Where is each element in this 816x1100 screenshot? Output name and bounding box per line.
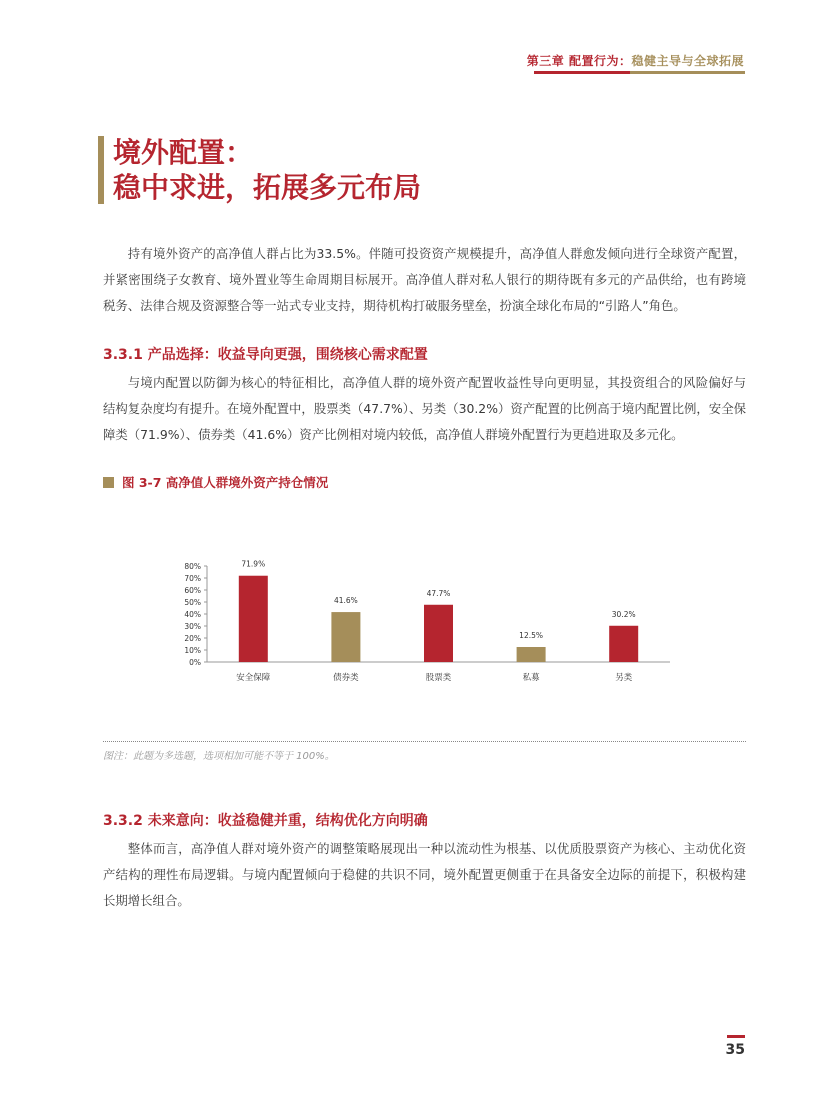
section-heading-3-3-1: 3.3.1 产品选择：收益导向更强，围绕核心需求配置 [103, 347, 428, 363]
y-tick-label: 10% [184, 646, 201, 655]
bar-value-label: 47.7% [426, 588, 451, 598]
bar-value-label: 30.2% [611, 609, 636, 619]
x-tick-label: 另类 [615, 673, 633, 683]
page-title-line1: 境外配置： [113, 136, 254, 169]
x-tick-label: 股票类 [425, 673, 452, 683]
y-tick-label: 30% [184, 622, 201, 631]
figure-marker-square [103, 477, 114, 488]
intro-paragraph: 持有境外资产的高净值人群占比为33.5%。伴随可投资资产规模提升，高净值人群愈发倾向进行全球资产配置，并紧密围绕子女教育、境外置业等生命周期目标展开。高净值人群对私人银行的期待既有多元的产品供给，也有跨境税务、法律合规及资源整合等一站式专业支持，期待机构打破服务壁垒，扮演全球化布局的“引路人”角色。 [103, 246, 746, 313]
holdings-bar-chart [150, 540, 690, 700]
y-tick-label: 20% [184, 634, 201, 643]
section1-paragraph: 与境内配置以防御为核心的特征相比，高净值人群的境外资产配置收益性导向更明显，其投资组合的风险偏好与结构复杂度均有提升。在境外配置中，股票类（47.7%）、另类（30.2%）资产配置的比例高于境内配置比例，安全保障类（71.9%）、债券类（41.6%）资产比例相对境内较低，高净值人群境外配置行为更趋进取及多元化。 [103, 375, 746, 442]
running-header [440, 52, 744, 69]
bar-value-label: 41.6% [333, 596, 358, 606]
y-tick-label: 0% [189, 658, 201, 667]
figure-title-text: 图 3-7 高净值人群境外资产持仓情况 [122, 475, 329, 490]
figure-title [103, 473, 328, 491]
figure-note: 图注：此题为多选题，选项相加可能不等于 100%。 [103, 751, 335, 762]
header-title-main: 配置行为： [568, 54, 632, 68]
y-tick-label: 70% [184, 574, 201, 583]
title-accent-bar [98, 136, 104, 204]
page-number-accent [727, 1035, 745, 1038]
y-tick-label: 40% [184, 610, 201, 619]
bar-1 [331, 612, 360, 662]
x-tick-label: 安全保障 [236, 673, 271, 683]
section-heading-3-3-2: 3.3.2 未来意向：收益稳健并重，结构优化方向明确 [103, 813, 428, 829]
y-tick-label: 50% [184, 598, 201, 607]
page-title-line2: 稳中求进，拓展多元布局 [113, 171, 422, 204]
y-tick-label: 80% [184, 562, 201, 571]
bar-value-label: 12.5% [519, 631, 544, 640]
section2-paragraph: 整体而言，高净值人群对境外资产的调整策略展现出一种以流动性为根基、以优质股票资产为核心、主动优化资产结构的理性布局逻辑。与境内配置倾向于稳健的共识不同，境外配置更侧重于在具备安全边际的前提下，积极构建长期增长组合。 [103, 841, 746, 908]
bar-4 [609, 626, 638, 662]
bar-2 [424, 605, 453, 662]
bar-0 [239, 576, 268, 662]
header-title-sub: 稳健主导与全球拓展 [631, 54, 744, 68]
header-divider [534, 71, 745, 74]
figure-divider [103, 741, 746, 742]
bar-value-label: 71.9% [241, 559, 266, 569]
bar-3 [517, 647, 546, 662]
y-tick-label: 60% [184, 586, 201, 595]
x-tick-label: 债券类 [333, 673, 359, 683]
x-tick-label: 私募 [522, 673, 540, 683]
header-chapter: 第三章 [526, 54, 565, 68]
page-number: 35 [725, 1042, 745, 1058]
